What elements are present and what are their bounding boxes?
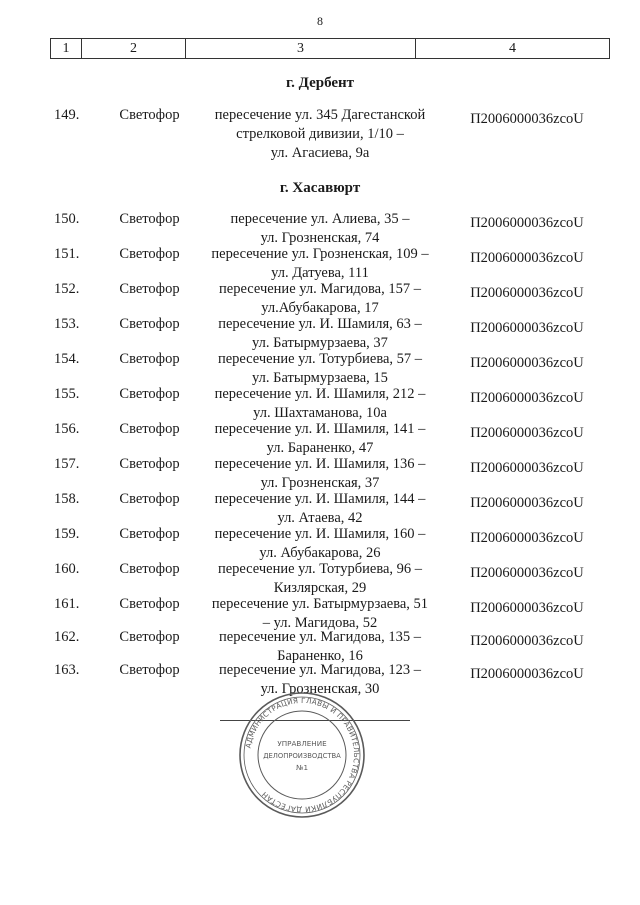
address bbox=[196, 245, 444, 283]
city-heading-khasavyurt: г. Хасавюрт bbox=[279, 180, 361, 196]
code: П2006000036zcoU bbox=[470, 285, 584, 301]
address-line: ул. Шахтаманова, 10а bbox=[253, 405, 387, 421]
address-line: ул. Грозненская, 37 bbox=[260, 475, 380, 491]
address bbox=[196, 490, 444, 528]
code: П2006000036zcoU bbox=[470, 530, 584, 546]
column-header-row bbox=[50, 38, 610, 59]
code: П2006000036zcoU bbox=[470, 600, 584, 616]
object-type: Светофор bbox=[119, 211, 180, 227]
address-line: ул. Атаева, 42 bbox=[277, 510, 363, 526]
row-number: 156. bbox=[54, 421, 80, 437]
object-type: Светофор bbox=[119, 246, 180, 262]
address-line: ул. Грозненская, 30 bbox=[260, 681, 380, 697]
row-number: 153. bbox=[54, 316, 80, 332]
code: П2006000036zcoU bbox=[470, 320, 584, 336]
row-number: 154. bbox=[54, 351, 80, 367]
code: П2006000036zcoU bbox=[470, 111, 584, 127]
code: П2006000036zcoU bbox=[470, 390, 584, 406]
code: П2006000036zcoU bbox=[470, 425, 584, 441]
row-number: 163. bbox=[54, 662, 80, 678]
address-line: ул. Грозненская, 74 bbox=[260, 230, 380, 246]
object-type: Светофор bbox=[119, 596, 180, 612]
address-line: ул. Бараненко, 47 bbox=[266, 440, 374, 456]
row-number: 161. bbox=[54, 596, 80, 612]
address bbox=[196, 210, 444, 248]
address-line: ул. Датуева, 111 bbox=[271, 265, 369, 281]
code: П2006000036zcoU bbox=[470, 355, 584, 371]
seal-center-line: УПРАВЛЕНИЕ bbox=[277, 739, 327, 748]
address-line: пересечение ул. И. Шамиля, 141 – bbox=[214, 421, 426, 437]
row-number: 155. bbox=[54, 386, 80, 402]
row-number: 151. bbox=[54, 246, 80, 262]
address bbox=[196, 560, 444, 598]
address-line: ул. Батырмурзаева, 15 bbox=[252, 370, 388, 386]
object-type: Светофор bbox=[119, 526, 180, 542]
address-line: ул. Агасиева, 9а bbox=[270, 145, 370, 161]
row-number: 157. bbox=[54, 456, 80, 472]
address-line: пересечение ул. Алиева, 35 – bbox=[230, 211, 410, 227]
address bbox=[196, 420, 444, 458]
code: П2006000036zcoU bbox=[470, 250, 584, 266]
column-header-4: 4 bbox=[509, 41, 516, 56]
address bbox=[196, 455, 444, 493]
object-type: Светофор bbox=[119, 629, 180, 645]
row-number: 149. bbox=[54, 107, 80, 123]
address-line: пересечение ул. Батырмурзаева, 51 bbox=[211, 596, 429, 612]
address-line: ул. Батырмурзаева, 37 bbox=[252, 335, 388, 351]
column-header-1: 1 bbox=[51, 39, 82, 58]
address-line: Бараненко, 16 bbox=[277, 648, 363, 664]
row-number: 150. bbox=[54, 211, 80, 227]
object-type: Светофор bbox=[119, 281, 180, 297]
object-type: Светофор bbox=[119, 456, 180, 472]
address bbox=[196, 315, 444, 353]
object-type: Светофор bbox=[119, 351, 180, 367]
row-number: 160. bbox=[54, 561, 80, 577]
address-line: ул. Абубакарова, 26 bbox=[259, 545, 381, 561]
code: П2006000036zcoU bbox=[470, 666, 584, 682]
code: П2006000036zcoU bbox=[470, 565, 584, 581]
column-header-3: 3 bbox=[186, 39, 416, 58]
object-type: Светофор bbox=[119, 421, 180, 437]
seal-ring-text: АДМИНИСТРАЦИЯ ГЛАВЫ И ПРАВИТЕЛЬСТВА РЕСПУБЛИКИ ДАГЕСТАН bbox=[243, 695, 362, 815]
page-number: 8 bbox=[317, 14, 323, 28]
seal-center-line: №1 bbox=[295, 763, 309, 772]
address-line: пересечение ул. Магидова, 157 – bbox=[219, 281, 421, 297]
address-line: пересечение ул. Магидова, 135 – bbox=[219, 629, 421, 645]
address-line: пересечение ул. И. Шамиля, 212 – bbox=[214, 386, 426, 402]
address bbox=[196, 385, 444, 423]
object-type: Светофор bbox=[119, 107, 180, 123]
row-number: 158. bbox=[54, 491, 80, 507]
address-line: пересечение ул. Тотурбиева, 96 – bbox=[217, 561, 423, 577]
address-line: пересечение ул. Магидова, 123 – bbox=[219, 662, 421, 678]
address-line: пересечение ул. И. Шамиля, 144 – bbox=[214, 491, 426, 507]
address bbox=[196, 280, 444, 318]
object-type: Светофор bbox=[119, 561, 180, 577]
address-line: – ул. Магидова, 52 bbox=[262, 615, 378, 631]
official-seal bbox=[237, 690, 367, 820]
row-number: 162. bbox=[54, 629, 80, 645]
object-type: Светофор bbox=[119, 662, 180, 678]
address-line: стрелковой дивизии, 1/10 – bbox=[236, 126, 404, 142]
row-number: 159. bbox=[54, 526, 80, 542]
address bbox=[196, 350, 444, 388]
code: П2006000036zcoU bbox=[470, 633, 584, 649]
code: П2006000036zcoU bbox=[470, 215, 584, 231]
object-type: Светофор bbox=[119, 491, 180, 507]
address-line: ул.Абубакарова, 17 bbox=[261, 300, 379, 316]
city-heading-derbent: г. Дербент bbox=[285, 75, 355, 91]
address-line: пересечение ул. 345 Дагестанской bbox=[214, 107, 426, 123]
address-line: пересечение ул. И. Шамиля, 63 – bbox=[218, 316, 422, 332]
address-line: пересечение ул. И. Шамиля, 160 – bbox=[214, 526, 426, 542]
seal-center-line: ДЕЛОПРОИЗВОДСТВА bbox=[263, 752, 341, 760]
address-line: пересечение ул. Тотурбиева, 57 – bbox=[217, 351, 423, 367]
address bbox=[196, 106, 444, 163]
column-header-2: 2 bbox=[82, 39, 186, 58]
code: П2006000036zcoU bbox=[470, 495, 584, 511]
address-line: пересечение ул. Грозненская, 109 – bbox=[211, 246, 429, 262]
address bbox=[196, 525, 444, 563]
address-line: пересечение ул. И. Шамиля, 136 – bbox=[214, 456, 426, 472]
object-type: Светофор bbox=[119, 316, 180, 332]
row-number: 152. bbox=[54, 281, 80, 297]
code: П2006000036zcoU bbox=[470, 460, 584, 476]
object-type: Светофор bbox=[119, 386, 180, 402]
address-line: Кизлярская, 29 bbox=[273, 580, 367, 596]
